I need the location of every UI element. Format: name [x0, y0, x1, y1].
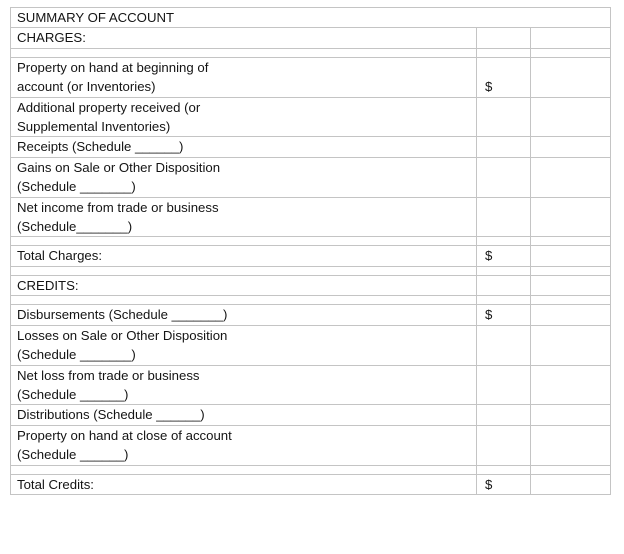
amount-cell [477, 97, 531, 137]
extension-cell [531, 325, 611, 365]
extension-cell [531, 157, 611, 197]
charges-item-row [11, 57, 611, 97]
extension-cell [531, 474, 611, 494]
credits-heading: CREDITS: [11, 275, 477, 295]
credits-item-row [11, 405, 611, 425]
summary-title: SUMMARY OF ACCOUNT [11, 8, 611, 28]
title-row [11, 8, 611, 28]
extension-cell [531, 246, 611, 266]
extension-cell [531, 97, 611, 137]
credits-item-row [11, 365, 611, 405]
amount-cell [477, 157, 531, 197]
charges-item-row [11, 157, 611, 197]
extension-cell [531, 275, 611, 295]
extension-cell [531, 197, 611, 237]
extension-cell [531, 28, 611, 48]
amount-cell [477, 365, 531, 405]
charges-item-label: Receipts (Schedule ______) [11, 137, 477, 157]
credits-item-row [11, 325, 611, 365]
charges-item-label: Property on hand at beginning of account (or Inventories) [11, 57, 477, 97]
charges-item-label: Additional property received (or Supplemental Inventories) [11, 97, 477, 137]
amount-cell: $ [477, 57, 531, 97]
credits-heading-row [11, 275, 611, 295]
total-charges-row [11, 246, 611, 266]
total-credits-label: Total Credits: [11, 474, 477, 494]
total-credits-row [11, 474, 611, 494]
credits-item-label: Net loss from trade or business (Schedule ______) [11, 365, 477, 405]
extension-cell [531, 365, 611, 405]
summary-of-account-table [10, 7, 611, 495]
amount-cell [477, 197, 531, 237]
charges-heading-row [11, 28, 611, 48]
total-charges-label: Total Charges: [11, 246, 477, 266]
extension-cell [531, 57, 611, 97]
amount-cell [477, 137, 531, 157]
charges-heading: CHARGES: [11, 28, 477, 48]
spacer-row [11, 266, 611, 275]
credits-item-row [11, 305, 611, 325]
spacer-row [11, 296, 611, 305]
spacer-row [11, 237, 611, 246]
amount-cell [477, 28, 531, 48]
charges-item-row [11, 97, 611, 137]
spacer-row [11, 48, 611, 57]
amount-cell [477, 275, 531, 295]
charges-item-label: Net income from trade or business (Schedule_______) [11, 197, 477, 237]
credits-item-label: Property on hand at close of account (Schedule ______) [11, 425, 477, 465]
charges-item-row [11, 197, 611, 237]
extension-cell [531, 305, 611, 325]
credits-item-row [11, 425, 611, 465]
extension-cell [531, 137, 611, 157]
credits-item-label: Losses on Sale or Other Disposition (Schedule _______) [11, 325, 477, 365]
total-credits-amount: $ [477, 474, 531, 494]
extension-cell [531, 405, 611, 425]
total-charges-amount: $ [477, 246, 531, 266]
credits-item-label: Distributions (Schedule ______) [11, 405, 477, 425]
extension-cell [531, 425, 611, 465]
amount-cell [477, 405, 531, 425]
charges-item-row [11, 137, 611, 157]
charges-item-label: Gains on Sale or Other Disposition (Schedule _______) [11, 157, 477, 197]
credits-item-label: Disbursements (Schedule _______) [11, 305, 477, 325]
amount-cell: $ [477, 305, 531, 325]
amount-cell [477, 325, 531, 365]
spacer-row [11, 465, 611, 474]
amount-cell [477, 425, 531, 465]
